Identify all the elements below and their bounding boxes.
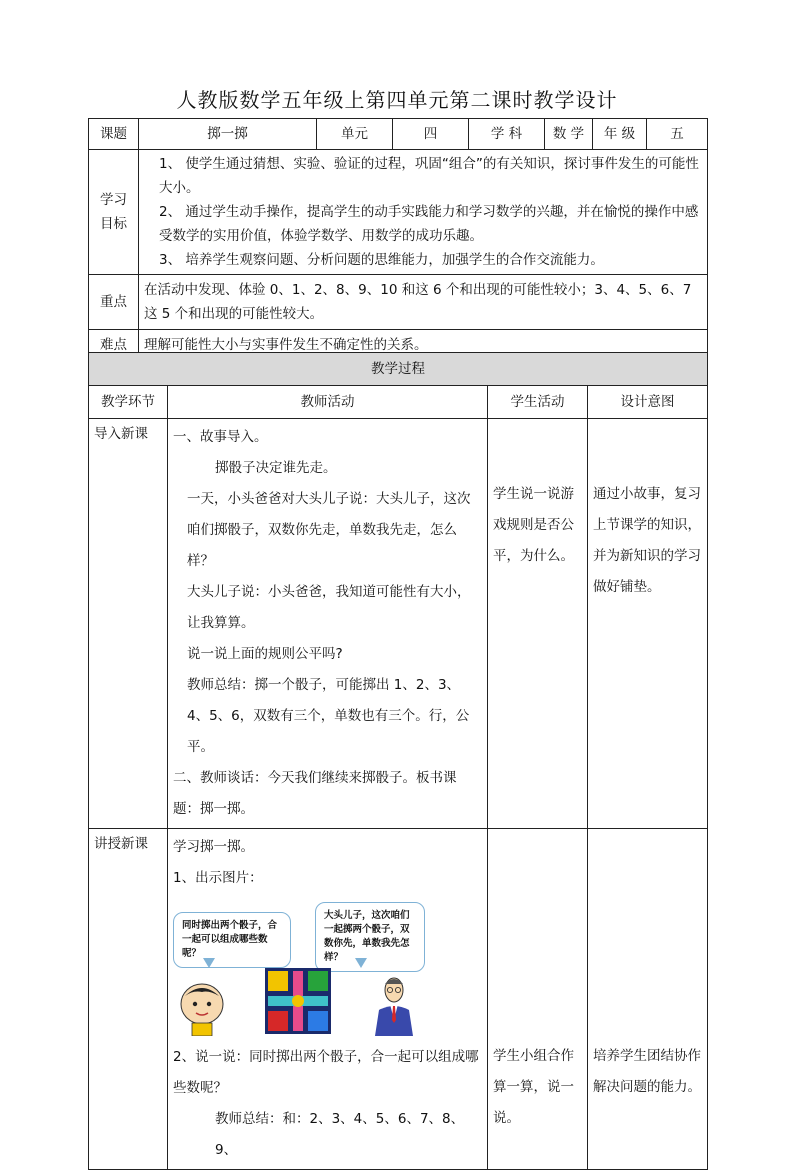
goals-label bbox=[89, 150, 139, 275]
small-head-father-icon bbox=[371, 974, 417, 1036]
column-header-purpose: 设计意图 bbox=[588, 386, 708, 419]
goals-content bbox=[139, 150, 708, 275]
column-header-teacher: 教师活动 bbox=[168, 386, 488, 419]
big-head-son-icon bbox=[179, 982, 225, 1036]
topic-value: 掷一掷 bbox=[139, 119, 317, 150]
new-design-purpose: 培养学生团结协作解决问题的能力。 bbox=[588, 829, 708, 1170]
board-game-icon bbox=[265, 968, 331, 1034]
new-line: 学习掷一掷。 bbox=[173, 839, 254, 855]
intro-line: 二、教师谈话：今天我们继续来掷骰子。板书课题：掷一掷。 bbox=[173, 770, 457, 817]
intro-line: 教师总结：掷一个骰子，可能掷出 1、2、3、4、5、6，双数有三个，单数也有三个。行，公平。 bbox=[187, 677, 470, 755]
new-line: 教师总结：和：2、3、4、5、6、7、8、9、 bbox=[215, 1111, 465, 1158]
difficulty-label: 难点 bbox=[89, 330, 139, 361]
grade-value: 五 bbox=[647, 119, 708, 150]
topic-label: 课题 bbox=[89, 119, 139, 150]
intro-teacher-activity bbox=[168, 419, 488, 829]
new-stage: 讲授新课 bbox=[89, 829, 168, 1170]
key-point-text: 在活动中发现、体验 0、1、2、8、9、10 和这 6 个和出现的可能性较小；3、4、5、6、7 这 5 个和出现的可能性较大。 bbox=[139, 275, 708, 330]
lesson-info-table bbox=[88, 118, 708, 361]
goal-item: 2、 通过学生动手操作，提高学生的动手实践能力和学习数学的兴趣，并在愉悦的操作中感受数学的实用价值，体验学数学、用数学的成功乐趣。 bbox=[159, 204, 699, 244]
subject-label: 学 科 bbox=[469, 119, 545, 150]
speech-bubble-right: 大头儿子，这次咱们一起掷两个骰子，双数你先，单数我先怎样？ bbox=[315, 902, 425, 972]
subject-value: 数 学 bbox=[545, 119, 593, 150]
column-header-stage: 教学环节 bbox=[89, 386, 168, 419]
difficulty-text: 理解可能性大小与实事件发生不确定性的关系。 bbox=[139, 330, 708, 361]
intro-line: 掷骰子决定谁先走。 bbox=[215, 460, 337, 476]
column-header-student: 学生活动 bbox=[488, 386, 588, 419]
intro-line: 大头儿子说：小头爸爸，我知道可能性有大小，让我算算。 bbox=[187, 584, 471, 631]
teaching-process-table bbox=[88, 352, 708, 1170]
key-point-label: 重点 bbox=[89, 275, 139, 330]
page-title: 人教版数学五年级上第四单元第二课时教学设计 bbox=[176, 88, 618, 112]
intro-stage: 导入新课 bbox=[89, 419, 168, 829]
speech-bubble-left: 同时掷出两个骰子，合一起可以组成哪些数呢？ bbox=[173, 912, 291, 968]
intro-design-purpose: 通过小故事，复习上节课学的知识，并为新知识的学习做好铺垫。 bbox=[588, 419, 708, 829]
intro-line: 说一说上面的规则公平吗? bbox=[187, 646, 343, 662]
goal-item: 3、 培养学生观察问题、分析问题的思维能力，加强学生的合作交流能力。 bbox=[159, 252, 604, 268]
goals-label-line-1: 学习 bbox=[100, 192, 127, 208]
new-line: 1、出示图片： bbox=[173, 870, 263, 886]
goal-item: 1、 使学生通过猜想、实验、验证的过程，巩固“组合”的有关知识，探讨事件发生的可能性大小。 bbox=[159, 156, 699, 196]
intro-line: 一天，小头爸爸对大头儿子说：大头儿子，这次咱们掷骰子，双数你先走，单数我先走，怎么样？ bbox=[187, 491, 471, 569]
unit-label: 单元 bbox=[317, 119, 393, 150]
intro-student-activity: 学生说一说游戏规则是否公平，为什么。 bbox=[488, 419, 588, 829]
process-header: 教学过程 bbox=[89, 353, 708, 386]
goals-label-line-2: 目标 bbox=[100, 216, 127, 232]
intro-line: 一、故事导入。 bbox=[173, 429, 268, 445]
new-teacher-activity bbox=[168, 829, 488, 1170]
unit-value: 四 bbox=[393, 119, 469, 150]
dice-illustration bbox=[173, 906, 482, 1036]
new-student-activity: 学生小组合作算一算，说一说。 bbox=[488, 829, 588, 1170]
grade-label: 年 级 bbox=[593, 119, 647, 150]
new-line: 2、说一说：同时掷出两个骰子，合一起可以组成哪些数呢？ bbox=[173, 1049, 479, 1096]
